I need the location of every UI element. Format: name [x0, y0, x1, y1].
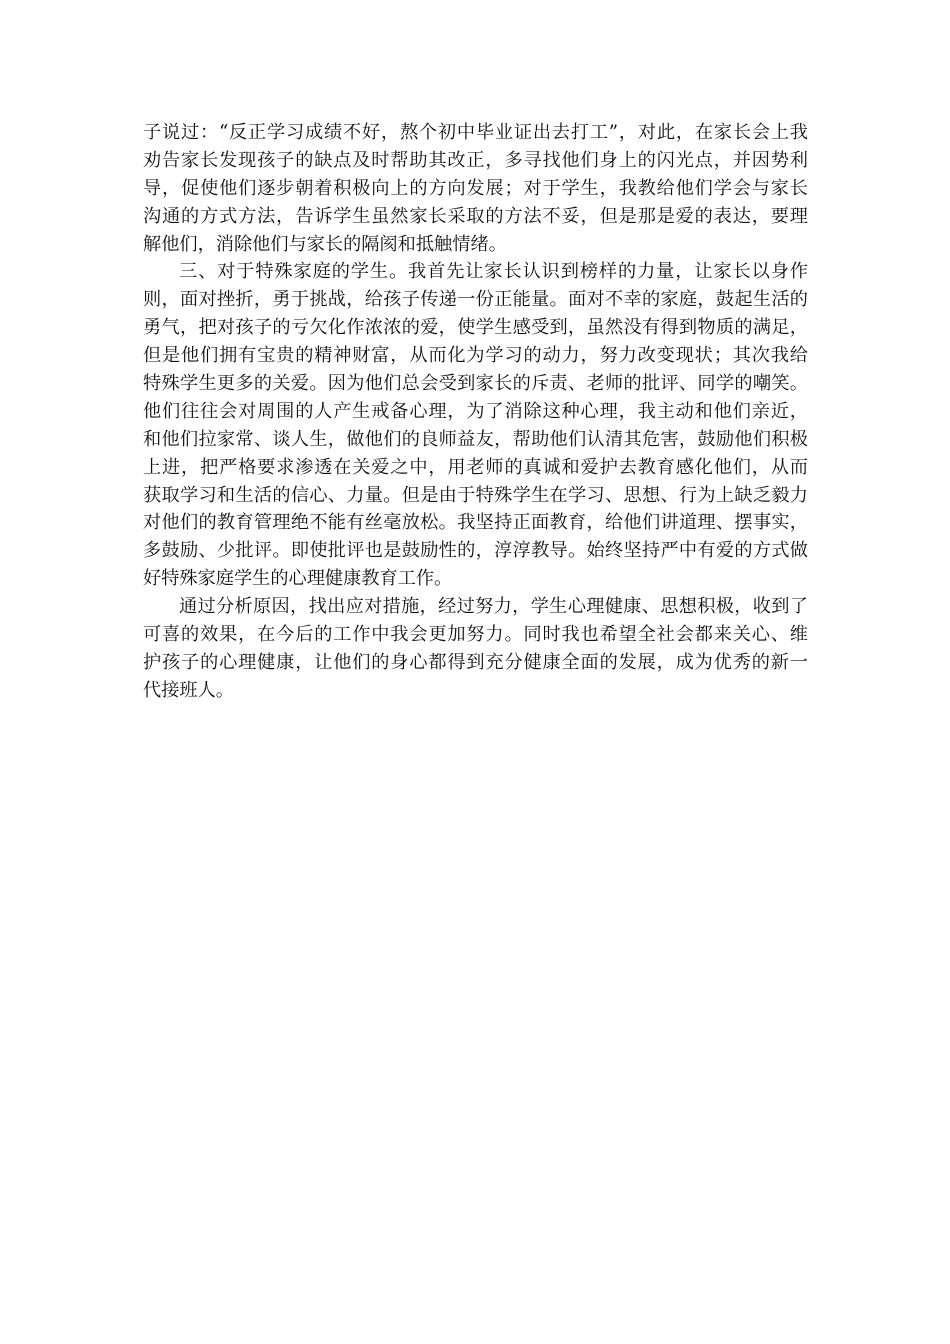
text-line: 多鼓励、少批评。即使批评也是鼓励性的，淳淳教导。始终坚持严中有爱的方式做 — [143, 540, 808, 562]
paragraph-1 — [143, 119, 808, 258]
text-line: 对他们的教育管理绝不能有丝毫放松。我坚持正面教育，给他们讲道理、摆事实， — [143, 512, 808, 534]
text-line: 导，促使他们逐步朝着积极向上的方向发展；对于学生，我教给他们学会与家长 — [143, 177, 808, 199]
text-line: 通过分析原因，找出应对措施，经过努力，学生心理健康、思想积极，收到了 — [179, 596, 808, 618]
text-line: 则，面对挫折，勇于挑战，给孩子传递一份正能量。面对不幸的家庭，鼓起生活的 — [143, 289, 808, 311]
text-line: 护孩子的心理健康，让他们的身心都得到充分健康全面的发展，成为优秀的新一 — [143, 651, 808, 673]
text-line: 三、对于特殊家庭的学生。我首先让家长认识到榜样的力量，让家长以身作 — [179, 261, 808, 283]
text-line: 可喜的效果，在今后的工作中我会更加努力。同时我也希望全社会都来关心、维 — [143, 624, 808, 646]
document-body — [143, 119, 808, 705]
text-line: 解他们，消除他们与家长的隔阂和抵触情绪。 — [143, 233, 507, 255]
text-line: 好特殊家庭学生的心理健康教育工作。 — [143, 568, 453, 590]
paragraph-3 — [143, 593, 808, 705]
text-line: 但是他们拥有宝贵的精神财富，从而化为学习的动力，努力改变现状；其次我给 — [143, 345, 808, 367]
paragraph-2 — [143, 258, 808, 593]
text-line: 特殊学生更多的关爱。因为他们总会受到家长的斥责、老师的批评、同学的嘲笑。 — [143, 373, 808, 395]
text-line: 沟通的方式方法，告诉学生虽然家长采取的方法不妥，但是那是爱的表达，要理 — [143, 205, 808, 227]
text-line: 获取学习和生活的信心、力量。但是由于特殊学生在学习、思想、行为上缺乏毅力 — [143, 484, 808, 506]
text-line: 劝告家长发现孩子的缺点及时帮助其改正，多寻找他们身上的闪光点，并因势利 — [143, 149, 808, 171]
text-line: 和他们拉家常、谈人生，做他们的良师益友，帮助他们认清其危害，鼓励他们积极 — [143, 428, 808, 450]
text-line: 他们往往会对周围的人产生戒备心理，为了消除这种心理，我主动和他们亲近， — [143, 400, 808, 422]
text-line: 代接班人。 — [143, 679, 234, 701]
text-line: 上进，把严格要求渗透在关爱之中，用老师的真诚和爱护去教育感化他们，从而 — [143, 456, 808, 478]
text-line: 子说过：“反正学习成绩不好，熬个初中毕业证出去打工”，对此，在家长会上我 — [143, 122, 808, 143]
text-line: 勇气，把对孩子的亏欠化作浓浓的爱，使学生感受到，虽然没有得到物质的满足， — [143, 317, 808, 339]
